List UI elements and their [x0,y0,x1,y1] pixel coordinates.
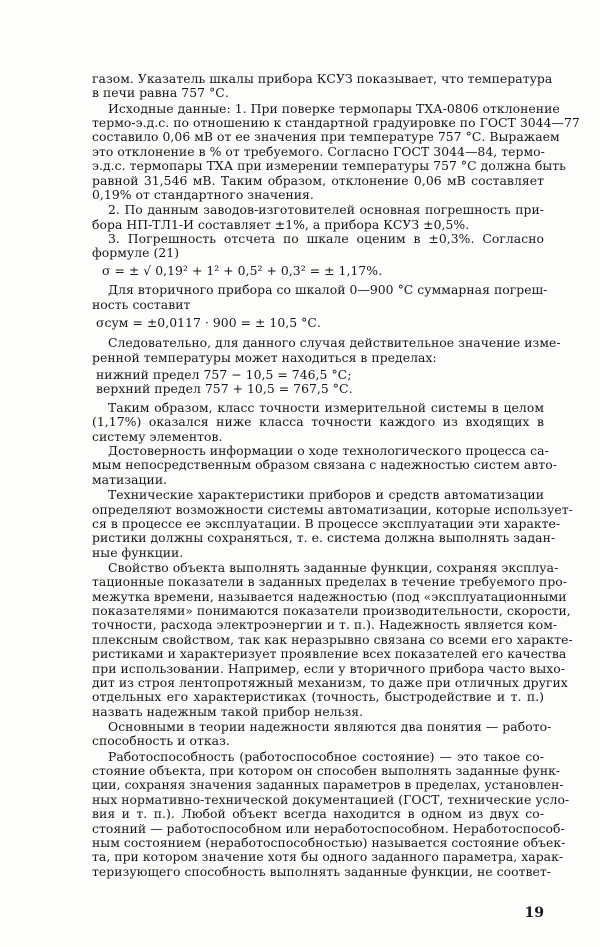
text-line: Исходные данные: 1. При поверке термопары ТХА-0806 отклонение [108,100,560,116]
text-line: ность составит [92,296,191,312]
text-line: дит из строя лентопротяжный механизм, то даже при отличных других [92,674,568,690]
text-line: показателями» понимаются показатели производительности, скорости, [92,603,571,618]
text-line: ным состоянием (неработоспособностью) называется состояние объек- [92,834,566,850]
text-line: Работоспособность (работоспособное состояние) — это такое со- [108,748,544,764]
text-line: Свойство объекта выполнять заданные функции, сохраняя эксплуа- [108,559,559,575]
text-line: 3. Погрешность отсчета по шкале оценим в ±0,3%. Согласно [108,231,544,246]
text-line: теризующего способность выполнять заданные функции, не соответ- [92,863,552,879]
text-line: газом. Указатель шкалы прибора КСУЗ показывает, что температура [92,71,553,86]
text-line: вия и т. п.). Любой объект всегда находится в одном из двух со- [92,806,544,822]
text-line: ции, сохраняя значения заданных параметров в пределах, установлен- [92,777,564,793]
text-line: Таким образом, класс точности измерительной системы в целом [108,399,544,415]
text-line: ренной температуры может находиться в пределах: [92,349,437,365]
text-line: равной 31,546 мВ. Таким образом, отклонение 0,06 мВ составляет [92,172,544,188]
text-line: в печи равна 757 °С. [92,85,229,101]
text-line: Основными в теории надежности являются два понятия — работо- [108,718,552,734]
lower-limit: нижний предел 757 − 10,5 = 746,5 °С; [96,366,352,382]
page-number: 19 [524,905,544,921]
text-line: стояний — работоспособном или неработоспособном. Неработоспособ- [92,820,565,836]
text-line: межутка времени, называется надежностью (под «эксплуатационными [92,588,567,604]
text-line: бора НП-ТЛ1-И составляет ±1%, а прибора КСУЗ ±0,5%. [92,216,470,232]
formula-sigma: σ = ± √ 0,19² + 1² + 0,5² + 0,3² = ± 1,17%. [102,263,383,279]
text-line: Технические характеристики приборов и средств автоматизации [108,487,544,503]
text-line: определяют возможности системы автоматизации, которые использует- [92,501,573,517]
text-line: это отклонение в % от требуемого. Согласно ГОСТ 3044—84, термо- [92,143,545,159]
text-line: ристиками и характеризует проявление всех показателей его качества [92,646,567,662]
text-line: тационные показатели в заданных пределах в течение требуемого про- [92,574,568,590]
text-line: Достоверность информации о ходе технологического процесса са- [108,443,549,458]
formula-sigma-sum: σсум = ±0,0117 · 900 = ± 10,5 °С. [96,314,321,330]
text-line: ся в процессе ее эксплуатации. В процессе эксплуатации эти характе- [92,515,561,531]
text-line: точности, расхода электроэнергии и т. п.). Надежность является ком- [92,617,558,633]
text-line: составило 0,06 мВ от ее значения при температуре 757 °С. Выражаем [92,129,560,145]
text-line: (1,17%) оказался ниже класса точности каждого из входящих в [92,414,544,430]
text-line: 0,19% от стандартного значения. [92,186,314,202]
text-line: та, при котором значение хотя бы одного заданного параметра, харак- [92,849,564,865]
text-line: матизации. [92,471,168,487]
text-line: ристики должны сохраняться, т. е. система должна выполнять задан- [92,530,556,546]
text-line: 2. По данным заводов-изготовителей основная погрешность при- [108,202,544,218]
text-line: формуле (21) [92,245,180,261]
text-line: назвать надежным такой прибор нельзя. [92,703,364,719]
text-line: Для вторичного прибора со шкалой 0—900 °С суммарная погреш- [108,282,548,298]
text-line: стояние объекта, при котором он способен выполнять заданные функ- [92,763,561,778]
text-line: отдельных его характеристиках (точность, быстродействие и т. п.) [92,689,544,705]
text-line: ных нормативно-технической документацией (ГОСТ, технические усло- [92,791,570,807]
text-line: при использовании. Например, если у вторичного прибора часто выхо- [92,660,565,676]
text-line: способность и отказ. [92,733,230,749]
text-line: систему элементов. [92,428,223,444]
text-line: плексным свойством, так как неразрывно связана со всеми его характе- [92,631,573,647]
text-line: Следовательно, для данного случая действительное значение изме- [108,335,561,351]
upper-limit: верхний предел 757 + 10,5 = 767,5 °С. [96,381,353,396]
text-line: э.д.с. термопары ТХА при измерении температуры 757 °С должна быть [92,158,566,174]
text-line: ные функции. [92,544,184,560]
text-line: термо-э.д.с. по отношению к стандартной градуировке по ГОСТ 3044—77 [92,115,580,130]
text-line: мым непосредственным образом связана с надежностью систем авто- [92,457,557,473]
